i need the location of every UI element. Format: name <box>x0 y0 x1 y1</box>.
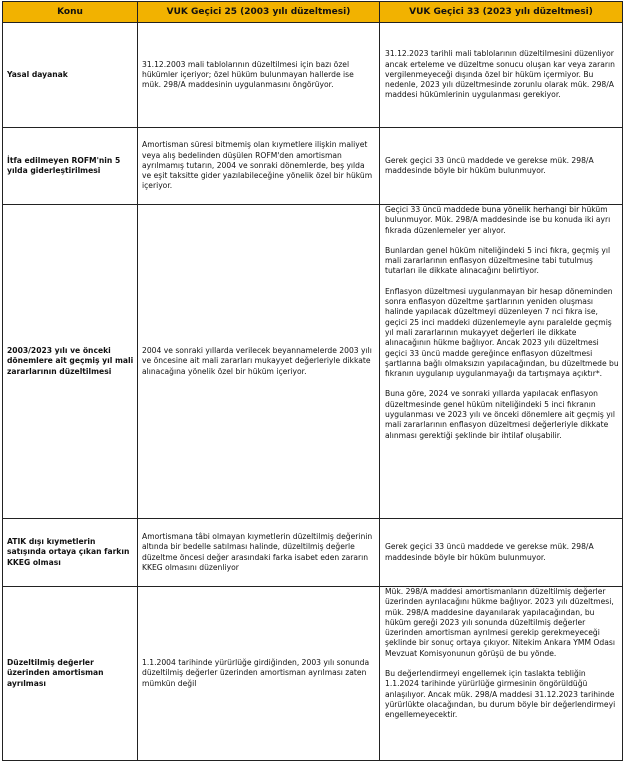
row-col2-text: Gerek geçici 33 üncü maddede ve gerekse mük. 298/A maddesinde böyle bir hüküm bulunmuyor. <box>385 542 594 562</box>
row-col1 <box>138 205 380 519</box>
row-topic: 2003/2023 yılı ve önceki dönemlere ait geçmiş yıl mali zararlarının düzeltilmesi <box>3 205 138 519</box>
comparison-table <box>2 1 623 761</box>
row-col2 <box>380 128 623 205</box>
table-row <box>3 23 623 128</box>
row-topic: İtfa edilmeyen ROFM'nin 5 yılda giderleştirilmesi <box>3 128 138 205</box>
row-col1-text: 31.12.2003 mali tablolarının düzeltilmesi için bazı özel hükümler içeriyor; özel hüküm bulunmayan hallerde ise mük. 298/A maddesinin uygulanmasını öngörüyor. <box>142 59 354 90</box>
row-col2-text: 31.12.2023 tarihli mali tablolarının düzeltilmesini düzenliyor ancak erteleme ve düzeltme sonucu oluşan kar veya zararın vergilenmeyeceği dışında özel bir hüküm içermiyor. Bu nedenle, 2023 yılı düzeltmesinde zorunlu olarak mük. 298/A maddesi hükümlerinin uygulanması gerekiyor. <box>385 49 615 100</box>
row-col2 <box>380 205 623 519</box>
row-topic: Yasal dayanak <box>3 23 138 128</box>
row-topic: Düzeltilmiş değerler üzerinden amortisman ayrılması <box>3 587 138 761</box>
row-col2-para: Bu değerlendirmeyi engellemek için taslakta tebliğin 1.1.2024 tarihinde yürürlüğe girmesinin öngörüldüğü anlaşılıyor. Ancak mük. 298/A maddesi 31.12.2023 tarihinde yürürlükte olacağından, bu durum böyle bir değerlendirmeyi engellemeyecektir. <box>385 669 616 720</box>
row-col1 <box>138 128 380 205</box>
row-col2-para: Buna göre, 2024 ve sonraki yıllarda yapılacak enflasyon düzeltmesinde genel hüküm niteliğindeki 5 inci fıkranın uygulanması ve 2023 yılı ve önceki dönemlere ait geçmiş yıl mali zararlarının enflasyon düzeltmesi değerleriyle dikkate alınması gerektiği şeklinde bir ihtilaf oluşabilir. <box>385 389 615 440</box>
row-col2 <box>380 519 623 587</box>
header-topic: Konu <box>3 2 138 23</box>
header-col1: VUK Geçici 25 (2003 yılı düzeltmesi) <box>138 2 380 23</box>
table-row <box>3 519 623 587</box>
header-col2: VUK Geçici 33 (2023 yılı düzeltmesi) <box>380 2 623 23</box>
row-col1 <box>138 23 380 128</box>
row-col1-text: 2004 ve sonraki yıllarda verilecek beyannamelerde 2003 yılı ve öncesine ait mali zararları mukayyet değerleriyle dikkate alınacağına yönelik özel bir hüküm içeriyor. <box>142 346 372 376</box>
row-col2-para: Bunlardan genel hüküm niteliğindeki 5 inci fıkra, geçmiş yıl mali zararlarının enflasyon düzeltmesine tabi tutulmuş tutarları ile dikkate alınacağını belirtiyor. <box>385 245 611 276</box>
table-row <box>3 587 623 761</box>
row-col2 <box>380 23 623 128</box>
row-col1 <box>138 587 380 761</box>
row-col2-para: Mük. 298/A maddesi amortismanların düzeltilmiş değerler üzerinden ayrılacağını hükme bağlıyor. 2023 yılı düzeltmesi, mük. 298/A maddesine dayanılarak yapılacağından, bu hüküm gereği 2023 yılı sonunda düzeltilmiş değerler üzerinden amortisman ayrılmesi gerekip gerekmeyeceği şeklinde bir sonuç ortaya çıkıyor. Nitekim Ankara YMM Odası Mevzuat Komisyonunun görüşü de bu yönde. <box>385 587 615 658</box>
table-header-row <box>3 2 623 23</box>
row-col2-text: Gerek geçici 33 üncü maddede ve gerekse mük. 298/A maddesinde böyle bir hüküm bulunmuyor. <box>385 155 594 175</box>
table-row <box>3 128 623 205</box>
row-col2-para: Geçici 33 üncü maddede buna yönelik herhangi bir hüküm bulunmuyor. Mük. 298/A maddesinde ise bu konuda iki ayrı fıkrada düzenlemeler yer alıyor. <box>385 205 611 235</box>
row-topic: ATIK dışı kıymetlerin satışında ortaya çıkan farkın KKEG olması <box>3 519 138 587</box>
row-col2 <box>380 587 623 761</box>
row-col1-text: 1.1.2004 tarihinde yürürlüğe girdiğinden, 2003 yılı sonunda düzeltilmiş değerler üzerinden amortisman ayrılması zaten mümkün değil <box>142 658 370 688</box>
table-row <box>3 205 623 519</box>
row-col2-para: Enflasyon düzeltmesi uygulanmayan bir hesap döneminden sonra enflasyon düzeltme şartlarının yeniden oluşması halinde yapılacak düzeltmeyi düzenleyen 7 nci fıkra ise, geçici 25 inci maddeki düzenlemeyle aynı paralelde geçmiş yıl mali zararlarının mukayyet değerleri ile dikkate alınacağının hükme bağlıyor. Ancak 2023 yılı düzeltmesi geçici 33 üncü madde gereğince enflasyon düzeltmesi şartlarına bağlı olmaksızın yapılacağından, bu düzeltmede bu fıkranın uygulanıp uygulanmayağı da tartışmaya açıktır*. <box>385 286 619 379</box>
row-col1-text: Amortisman süresi bitmemiş olan kıymetlere ilişkin maliyet veya alış bedelinden düşülen ROFM'den amortisman ayrılmamış tutarın, 2004 ve sonraki dönemlerde, beş yılda ve eşit taksitte gider yazılabileceğine yönelik özel bir hüküm içeriyor. <box>142 140 373 191</box>
row-col1 <box>138 519 380 587</box>
row-col1-text: Amortismana tâbi olmayan kıymetlerin düzeltilmiş değerinin altında bir bedelle satılması halinde, düzeltilmiş değerle düzeltme öncesi değer arasındaki farka isabet eden zararın KKEG olmasını düzenliyor <box>142 531 373 572</box>
